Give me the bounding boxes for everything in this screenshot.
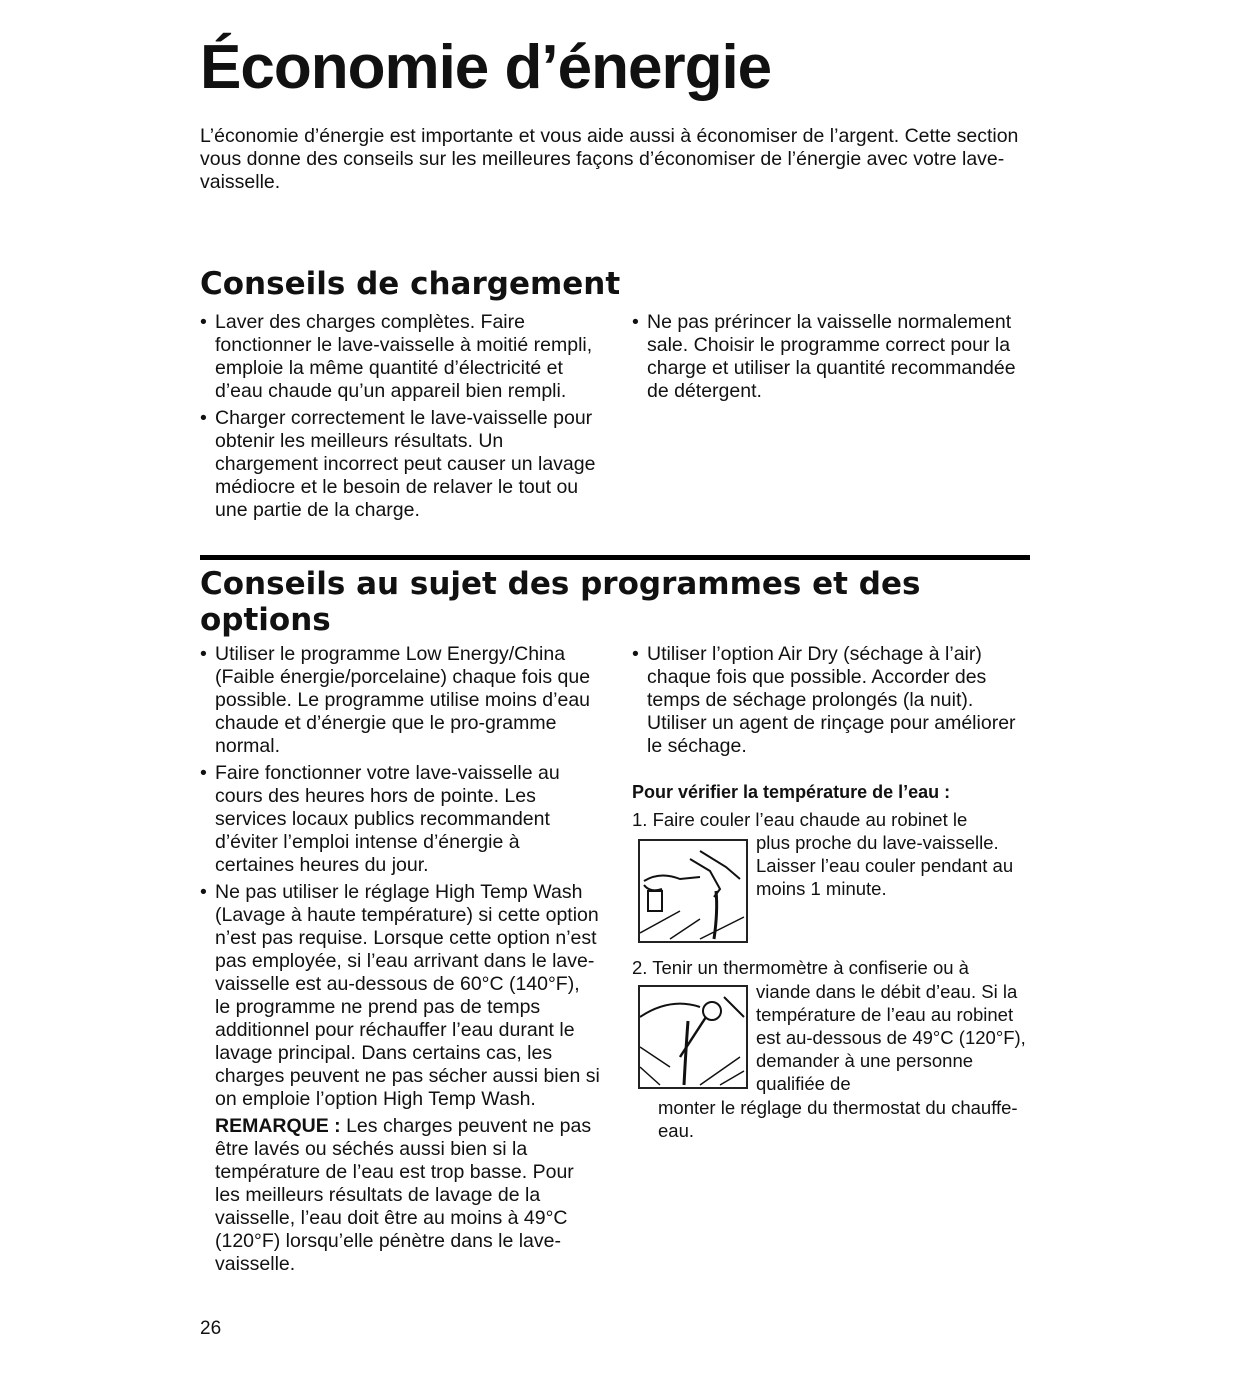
step-2-continued: monter le réglage du thermostat du chauffe-eau. [658, 1097, 1018, 1141]
program-tip: • Utiliser le programme Low Energy/China (Faible énergie/porcelaine) chaque fois que possible. Le programme utilise moins d’eau chaude et d’énergie que le pro-gramme normal. [200, 643, 600, 758]
step-1 [632, 808, 1032, 831]
programs-right-column [632, 643, 1032, 762]
intro-paragraph: L’économie d’énergie est importante et vous aide aussi à économiser de l’argent. Cette section vous donne des conseils sur les meilleures façons d’économiser de l’énergie avec votre lave-vaisselle. [200, 125, 1019, 193]
loading-heading: Conseils de chargement [200, 266, 621, 302]
page-title: Économie d’énergie [200, 33, 772, 102]
note-label: REMARQUE : [215, 1115, 341, 1137]
programs-left-column [200, 643, 600, 1276]
loading-tip: • Laver des charges complètes. Faire fonctionner le lave-vaisselle à moitié rempli, emploie la même quantité d’électricité et d’eau chaude qu’un appareil bien rempli. [200, 311, 600, 403]
loading-right-column [632, 311, 1030, 407]
step-2-text: viande dans le débit d’eau. Si la température de l’eau au robinet est au-dessous de 49°C (120°F), demander à une personne qualifiée de [756, 981, 1026, 1094]
check-temperature-heading: Pour vérifier la température de l’eau : [632, 782, 951, 802]
page-number: 26 [200, 1318, 222, 1339]
step-1-text: plus proche du lave-vaisselle. Laisser l’eau couler pendant au moins 1 minute. [756, 832, 1014, 899]
faucet-hand-icon [640, 841, 746, 941]
thermometer-icon [640, 987, 746, 1087]
programs-heading: Conseils au sujet des programmes et des options [200, 566, 921, 638]
step-1-first-line: Faire couler l’eau chaude au robinet le [652, 809, 968, 830]
program-tip: • Utiliser l’option Air Dry (séchage à l’air) chaque fois que possible. Accorder des temps de séchage prolongés (la nuit). Utiliser un agent de rinçage pour améliorer le séchage. [632, 643, 1032, 758]
faucet-illustration [638, 839, 748, 943]
loading-left-column [200, 311, 600, 526]
note-text: Les charges peuvent ne pas être lavés ou séchés aussi bien si la température de l’eau est trop basse. Pour les meilleurs résultats de lavage de la vaisselle, l’eau doit être au moins à 49°C (120°F) lorsqu’elle pénètre dans le lave-vaisselle. [215, 1115, 592, 1275]
loading-tip: • Ne pas prérincer la vaisselle normalement sale. Choisir le programme correct pour la charge et utiliser la quantité recommandée de détergent. [632, 311, 1030, 403]
step-2 [632, 956, 1032, 979]
loading-tip: • Charger correctement le lave-vaisselle pour obtenir les meilleurs résultats. Un chargement incorrect peut causer un lavage médiocre et le besoin de relaver le tout ou une partie de la charge. [200, 407, 600, 522]
program-tip: • Faire fonctionner votre lave-vaisselle au cours des heures hors de pointe. Les services locaux publics recommandent d’éviter l’emploi intense d’énergie à certaines heures du jour. [200, 762, 600, 877]
program-tip: • Ne pas utiliser le réglage High Temp Wash (Lavage à haute température) si cette option n’est pas requise. Lorsque cette option n’est pas employée, si l’eau arrivant dans le lave-vaisselle est au-dessous de 60°C (140°F), le programme ne prend pas de temps additionnel pour réchauffer l’eau durant le lavage principal. Dans certains cas, les charges peuvent ne pas sécher aussi bien si on emploie l’option High Temp Wash. [200, 881, 600, 1111]
note [200, 1115, 600, 1276]
step-1-number: 1. [632, 809, 648, 830]
section-divider [200, 555, 1030, 560]
step-2-number: 2. [632, 957, 648, 978]
thermometer-illustration [638, 985, 748, 1089]
step-2-first-line: Tenir un thermomètre à confiserie ou à [652, 957, 969, 978]
